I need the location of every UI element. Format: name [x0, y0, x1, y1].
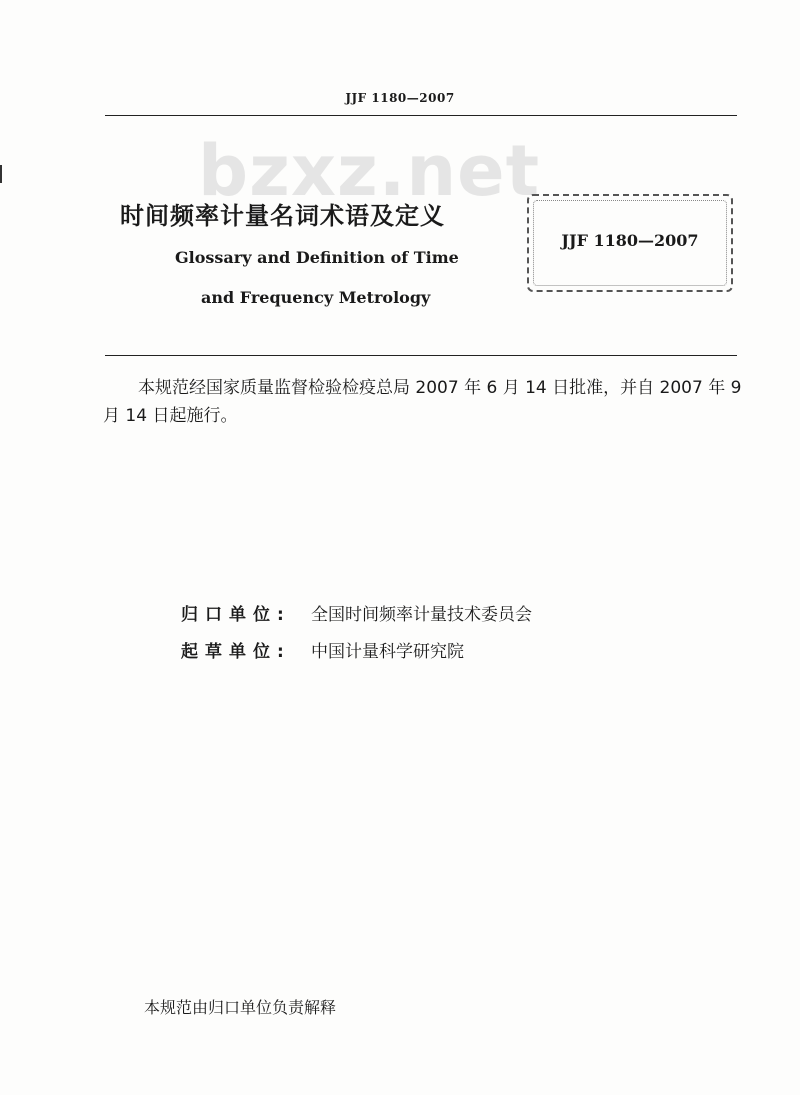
- header-standard-code: JJF 1180—2007: [345, 91, 455, 105]
- header-rule: [105, 115, 737, 116]
- title-english-line1: Glossary and Definition of Time: [175, 248, 459, 267]
- drafting-unit-row: [181, 637, 464, 662]
- responsible-unit-row: [181, 600, 532, 625]
- code-box-label: JJF 1180—2007: [561, 231, 699, 250]
- drafting-unit-label: 起草单位:: [181, 642, 291, 662]
- title-english-line2: and Frequency Metrology: [201, 288, 431, 307]
- responsible-unit-label: 归口单位:: [181, 605, 291, 625]
- interpretation-note: 本规范由归口单位负责解释: [144, 998, 337, 1017]
- approval-statement: 本规范经国家质量监督检验检疫总局 2007 年 6 月 14 日批准，并自 2007 年 9 月 14 日起施行。: [103, 378, 742, 426]
- drafting-unit-value: 中国计量科学研究院: [311, 642, 464, 662]
- margin-mark: [0, 165, 2, 183]
- watermark: bzxz.net: [198, 130, 541, 212]
- title-chinese: 时间频率计量名词术语及定义: [120, 202, 445, 230]
- responsible-unit-value: 全国时间频率计量技术委员会: [311, 605, 532, 625]
- section-rule: [105, 355, 737, 356]
- standard-code-box: [527, 194, 733, 292]
